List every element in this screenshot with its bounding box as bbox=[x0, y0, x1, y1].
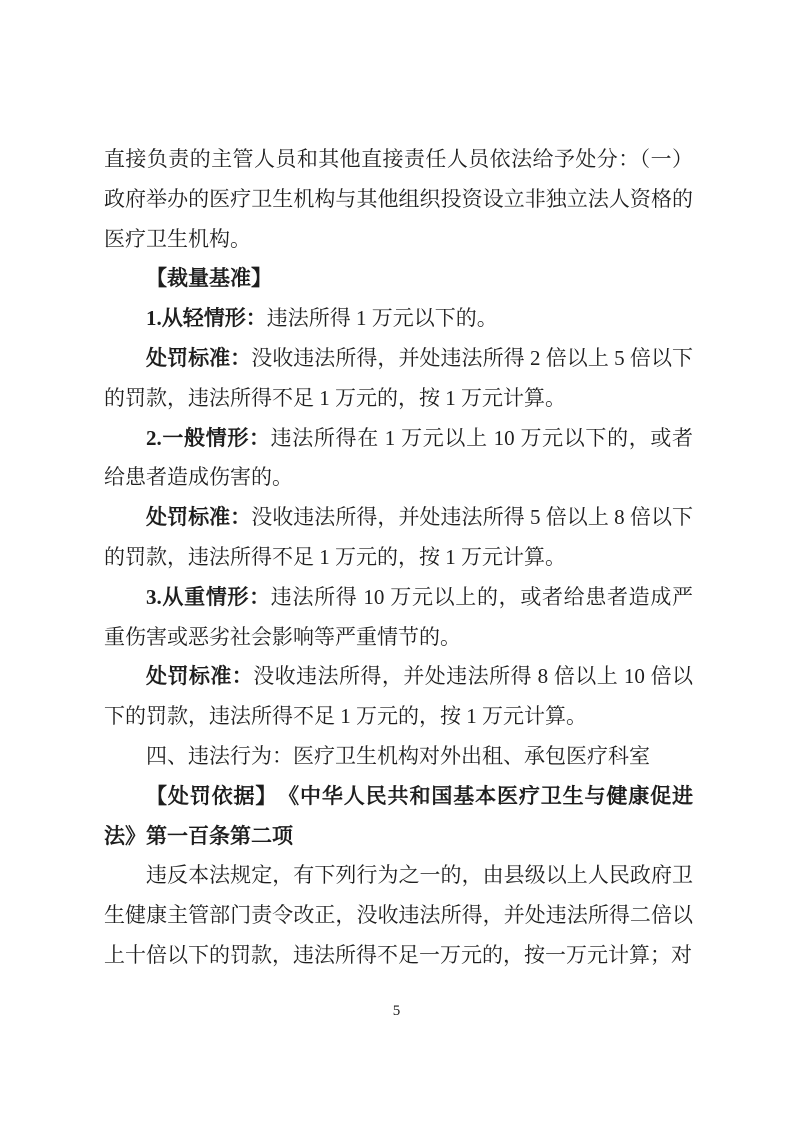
text-run-9-1: 四、违法行为：医疗卫生机构对外出租、承包医疗科室 bbox=[146, 743, 650, 768]
bold-run-5-1: 2.一般情形： bbox=[146, 425, 271, 450]
paragraph-1 bbox=[104, 140, 693, 259]
bold-run-4-1: 处罚标准： bbox=[146, 345, 252, 370]
paragraph-3 bbox=[104, 299, 693, 339]
page-number: 5 bbox=[392, 1003, 401, 1019]
text-run-6-2: 没收违法所得，并处违法所得 5 倍以上 8 倍以下的罚款，违法所得不足 1 万元的，按 1 万元计算。 bbox=[104, 505, 694, 569]
paragraph-9 bbox=[104, 737, 693, 777]
text-run-8-2: 没收违法所得，并处违法所得 8 倍以上 10 倍以下的罚款，违法所得不足 1 万元的，按 1 万元计算。 bbox=[104, 664, 694, 729]
bold-run-7-1: 3.从重情形： bbox=[146, 584, 271, 609]
bold-run-3-1: 1.从轻情形： bbox=[146, 306, 267, 331]
text-run-3-2: 违法所得 1 万元以下的。 bbox=[266, 306, 498, 331]
bold-run-2-1: 【裁量基准】 bbox=[146, 266, 272, 291]
bold-run-6-1: 处罚标准： bbox=[146, 505, 252, 530]
bold-run-8-1: 处罚标准： bbox=[146, 664, 254, 689]
text-run-1-1: 直接负责的主管人员和其他直接责任人员依法给予处分：（一）政府举办的医疗卫生机构与其他组织投资设立非独立法人资格的医疗卫生机构。 bbox=[104, 147, 693, 251]
document-content bbox=[104, 140, 693, 976]
paragraph-10 bbox=[104, 777, 693, 857]
text-run-7-2: 违法所得 10 万元以上的，或者给患者造成严重伤害或恶劣社会影响等严重情节的。 bbox=[104, 584, 694, 649]
bold-run-10-1: 【处罚依据】 《中华人民共和国基本医疗卫生与健康促进法》第一百条第二项 bbox=[104, 783, 693, 848]
paragraph-2 bbox=[104, 259, 693, 299]
paragraph-7 bbox=[104, 578, 693, 658]
paragraph-4 bbox=[104, 339, 693, 419]
paragraph-8 bbox=[104, 657, 693, 737]
text-run-4-2: 没收违法所得，并处违法所得 2 倍以上 5 倍以下的罚款，违法所得不足 1 万元的，按 1 万元计算。 bbox=[104, 345, 694, 410]
paragraph-11 bbox=[104, 856, 693, 975]
paragraph-6 bbox=[104, 498, 693, 578]
text-run-11-1: 违反本法规定，有下列行为之一的，由县级以上人民政府卫生健康主管部门责令改正，没收违法所得，并处违法所得二倍以上十倍以下的罚款，违法所得不足一万元的，按一万元计算；对 bbox=[104, 863, 693, 967]
text-run-5-2: 违法所得在 1 万元以上 10 万元以下的，或者给患者造成伤害的。 bbox=[104, 425, 694, 490]
paragraph-5 bbox=[104, 419, 693, 499]
